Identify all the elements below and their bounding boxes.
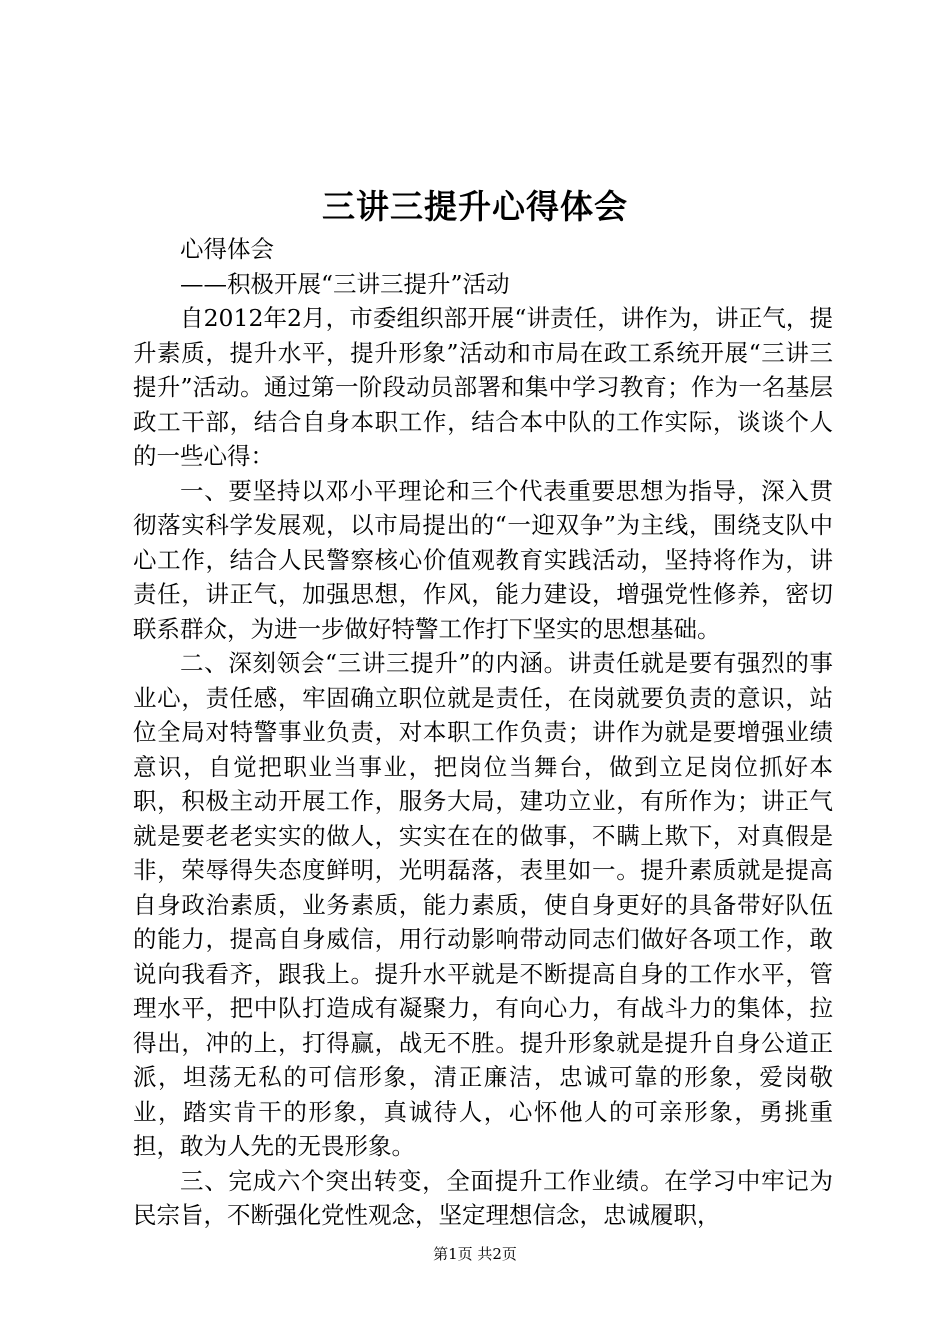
paragraph-heading: 心得体会 xyxy=(180,235,274,263)
paragraph-point-two: 二、深刻领会“三讲三提升”的内涵。讲责任就是要有强烈的事业心，责任感，牢固确立职位就是责任，在岗就要负责的意识，站位全局对特警事业负责，对本职工作负责；讲作为就是要增强业绩意识，自觉把职业当事业，把岗位当舞台，做到立足岗位抓好本职，积极主动开展工作，服务大局，建功立业，有所作为；讲正气就是要老老实实的做人，实实在在的做事，不瞒上欺下，对真假是非，荣辱得失态度鲜明，光明磊落，表里如一。提升素质就是提高自身政治素质，业务素质，能力素质，使自身更好的具备带好队伍的能力，提高自身威信，用行动影响带动同志们做好各项工作，敢说向我看齐，跟我上。提升水平就是不断提高自身的工作水平，管理水平，把中队打造成有凝聚力，有向心力，有战斗力的集体，拉得出，冲的上，打得赢，战无不胜。提升形象就是提升自身公道正派，坦荡无私的可信形象，清正廉洁，忠诚可靠的形象，爱岗敬业，踏实肯干的形象，真诚待人，心怀他人的可亲形象，勇挑重担，敢为人先的无畏形象。 xyxy=(133,649,833,1160)
paragraph-point-three: 三、完成六个突出转变，全面提升工作业绩。在学习中牢记为民宗旨，不断强化党性观念，坚定理想信念，忠诚履职， xyxy=(133,1166,833,1229)
document-title: 三讲三提升心得体会 xyxy=(322,187,628,226)
document-body xyxy=(133,232,833,1233)
paragraph-subtitle: ——积极开展“三讲三提升”活动 xyxy=(180,269,510,298)
paragraph-point-one: 一、要坚持以邓小平理论和三个代表重要思想为指导，深入贯彻落实科学发展观，以市局提出的“一迎双争”为主线，围绕支队中心工作，结合人民警察核心价值观教育实践活动，坚持将作为，讲责任，讲正气，加强思想，作风，能力建设，增强党性修养，密切联系群众，为进一步做好特警工作打下坚实的思想基础。 xyxy=(133,476,833,643)
page-footer: 第1页 共2页 xyxy=(433,1245,517,1263)
paragraph-intro: 自2012年2月，市委组织部开展“讲责任，讲作为，讲正气，提升素质，提升水平，提升形象”活动和市局在政工系统开展“三讲三提升”活动。通过第一阶段动员部署和集中学习教育；作为一名基层政工干部，结合自身本职工作，结合本中队的工作实际，谈谈个人的一些心得： xyxy=(133,304,833,470)
